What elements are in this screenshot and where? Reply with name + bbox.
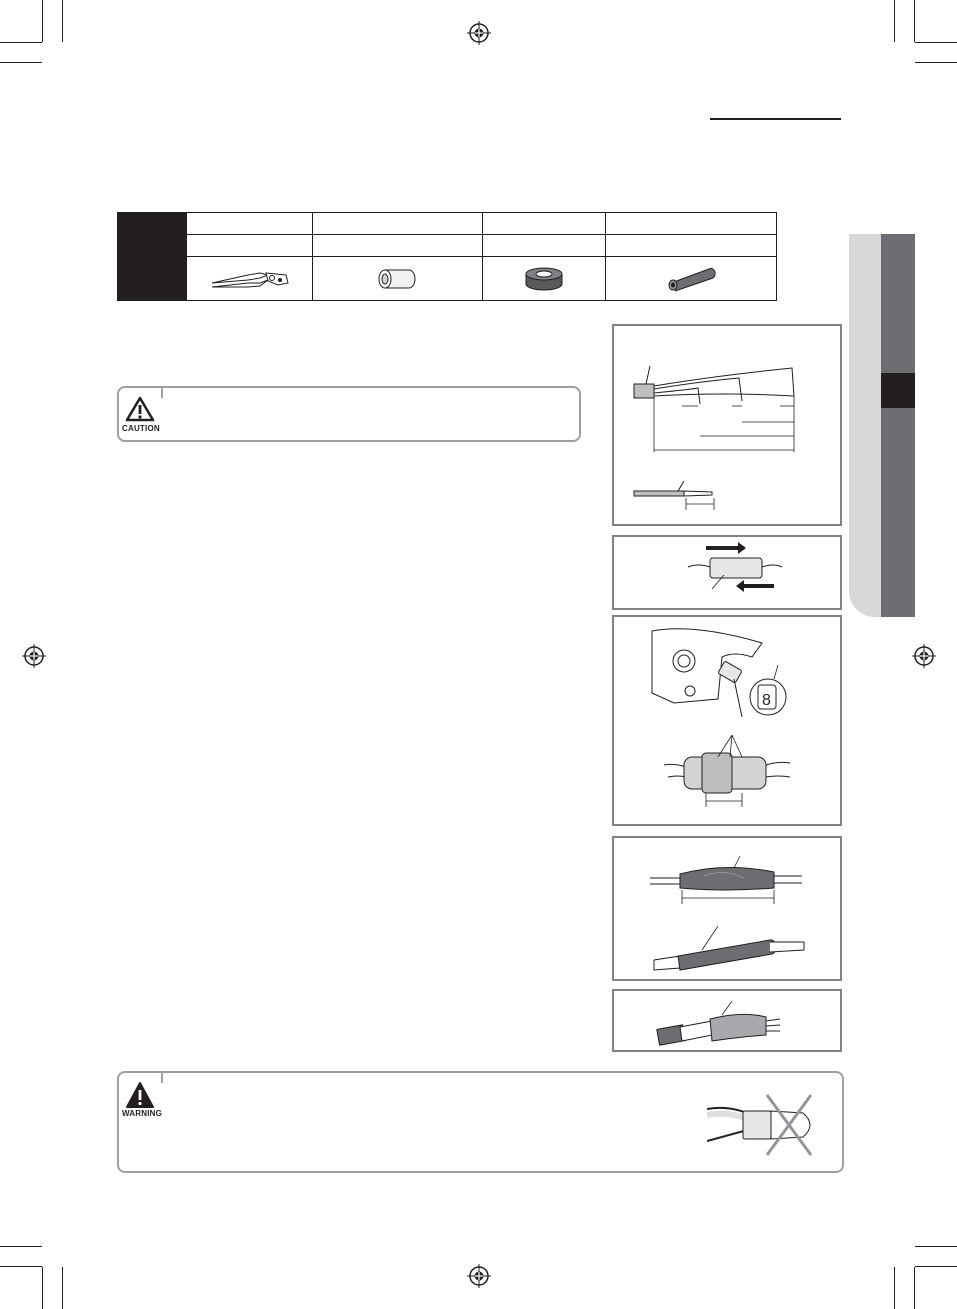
crop-mark xyxy=(915,42,957,43)
figure-bundled-tube xyxy=(612,989,842,1052)
crop-mark xyxy=(0,1266,42,1267)
crimp-size-label: 8 xyxy=(762,692,771,709)
registration-mark-icon xyxy=(467,1264,491,1288)
shrink-tube-icon xyxy=(661,264,721,294)
side-tab-strip xyxy=(881,234,915,617)
crop-mark xyxy=(914,1267,915,1309)
warning-triangle-icon xyxy=(125,1081,155,1109)
registration-mark-icon xyxy=(22,644,46,668)
table-cell xyxy=(187,235,313,257)
warning-label: WARNING xyxy=(122,1109,163,1118)
crop-mark xyxy=(0,62,42,63)
warning-triangle-icon xyxy=(125,396,155,422)
table-cell xyxy=(187,257,313,301)
incorrect-connection-icon xyxy=(707,1091,827,1161)
crop-mark xyxy=(0,1246,42,1247)
crop-mark xyxy=(0,42,42,43)
notice-divider xyxy=(161,386,163,398)
table-header-cell xyxy=(118,257,187,301)
table-header-cell xyxy=(118,235,187,257)
table-cell xyxy=(483,257,606,301)
table-cell xyxy=(606,235,777,257)
table-cell xyxy=(606,213,777,235)
caution-label: CAUTION xyxy=(122,424,160,433)
notice-divider xyxy=(161,1071,163,1083)
crimping-tool-icon xyxy=(208,265,292,293)
crop-mark xyxy=(62,1267,63,1309)
caution-notice xyxy=(117,386,581,442)
crop-mark xyxy=(915,1266,957,1267)
table-cell xyxy=(313,213,483,235)
table-cell xyxy=(313,235,483,257)
table-cell xyxy=(606,257,777,301)
registration-mark-icon xyxy=(467,21,491,45)
side-tab-active-marker xyxy=(881,373,915,408)
crop-mark xyxy=(42,1267,43,1309)
figure-taping xyxy=(612,836,842,981)
crop-mark xyxy=(62,0,63,42)
table-cell xyxy=(483,213,606,235)
table-cell xyxy=(313,257,483,301)
registration-mark-icon xyxy=(912,644,936,668)
crop-mark xyxy=(914,0,915,42)
crop-mark xyxy=(894,0,895,42)
tools-table xyxy=(117,212,777,301)
figure-wire-stripping xyxy=(612,324,842,526)
crop-mark xyxy=(915,62,957,63)
table-cell xyxy=(483,235,606,257)
table-cell xyxy=(187,213,313,235)
crop-mark xyxy=(42,0,43,42)
table-header-cell xyxy=(118,213,187,235)
figure-crimping xyxy=(612,615,842,826)
sleeve-icon xyxy=(373,264,423,294)
header-rule xyxy=(710,118,841,120)
crop-mark xyxy=(894,1267,895,1309)
figure-sleeve-insertion xyxy=(612,535,842,610)
warning-notice xyxy=(117,1071,844,1173)
insulation-tape-icon xyxy=(521,264,567,294)
crop-mark xyxy=(915,1246,957,1247)
